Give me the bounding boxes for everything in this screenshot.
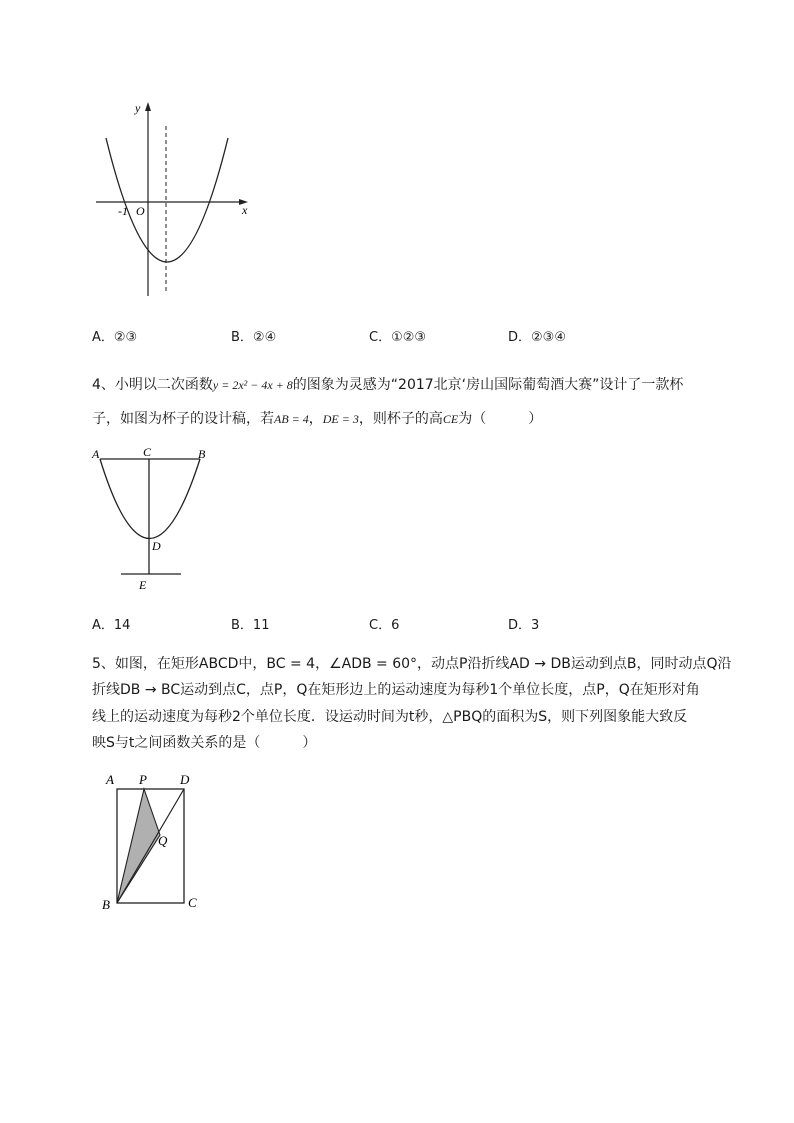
q3-option-c: C．①②③: [369, 330, 427, 345]
q5-line-1: 5、如图，在矩形ABCD中，BC = 4，∠ADB = 60°，动点P沿折线AD → DB运动到点B，同时动点Q沿: [92, 656, 732, 672]
q4-option-c: C．6: [369, 618, 400, 633]
parabola-curve: [106, 138, 228, 262]
q4-line2-suffix: 为（ ）: [458, 411, 543, 427]
rect-label-d: D: [180, 772, 190, 787]
triangle-pbq-shaded: [117, 789, 160, 903]
q4-ce: CE: [442, 412, 459, 426]
rect-label-p: P: [139, 772, 147, 787]
q4-option-b: B．11: [231, 618, 270, 633]
cup-parabola: [100, 459, 200, 539]
q4-formula: y = 2x² − 4x + 8: [212, 378, 293, 392]
rectangle-figure: [98, 768, 210, 916]
q3-option-b: B．②④: [231, 330, 277, 345]
cup-figure: [88, 442, 218, 594]
q3-option-d: D．②③④: [508, 330, 566, 345]
parabola-figure: [90, 96, 260, 301]
q3-option-a: A．②③: [92, 330, 138, 345]
q4-line-1: [92, 374, 683, 394]
q4-line1-suffix: 的图象为灵感为“2017北京‘房山国际葡萄酒大赛”设计了一款杯: [292, 377, 684, 393]
q5-line-2: 折线DB → BC运动到点C，点P，Q在矩形边上的运动速度为每秒1个单位长度，点P，Q在矩形对角: [92, 682, 700, 698]
cup-label-d: D: [152, 539, 161, 553]
q4-option-d: D．3: [508, 618, 540, 633]
q4-de: DE = 3: [322, 412, 359, 426]
cup-label-a: A: [92, 447, 100, 461]
q4-ab: AB = 4: [274, 412, 309, 426]
q5-line-3: 线上的运动速度为每秒2个单位长度．设运动时间为t秒，△PBQ的面积为S，则下列图象能大致反: [92, 709, 688, 725]
q4-option-a: A．14: [92, 618, 131, 633]
rect-label-q: Q: [158, 833, 168, 848]
minus-one-label: -1: [118, 204, 128, 218]
y-axis-arrow: [145, 102, 151, 111]
q4-line2-prefix: 子，如图为杯子的设计稿，若: [92, 411, 274, 427]
q4-sep: ，: [308, 411, 323, 427]
q4-line1-prefix: 4、小明以二次函数: [92, 377, 213, 393]
cup-label-c: C: [143, 445, 152, 459]
x-axis-label: x: [242, 203, 248, 217]
rect-label-b: B: [102, 897, 110, 912]
rect-label-c: C: [188, 895, 197, 910]
y-axis-label: y: [135, 101, 141, 115]
q5-line-4: 映S与t之间函数关系的是（ ）: [92, 735, 317, 751]
cup-label-e: E: [139, 578, 147, 592]
cup-label-b: B: [198, 447, 206, 461]
rect-label-a: A: [106, 772, 114, 787]
q4-line-2: [92, 408, 542, 428]
q4-line2-mid: ，则杯子的高: [358, 411, 443, 427]
origin-label: O: [136, 204, 145, 218]
